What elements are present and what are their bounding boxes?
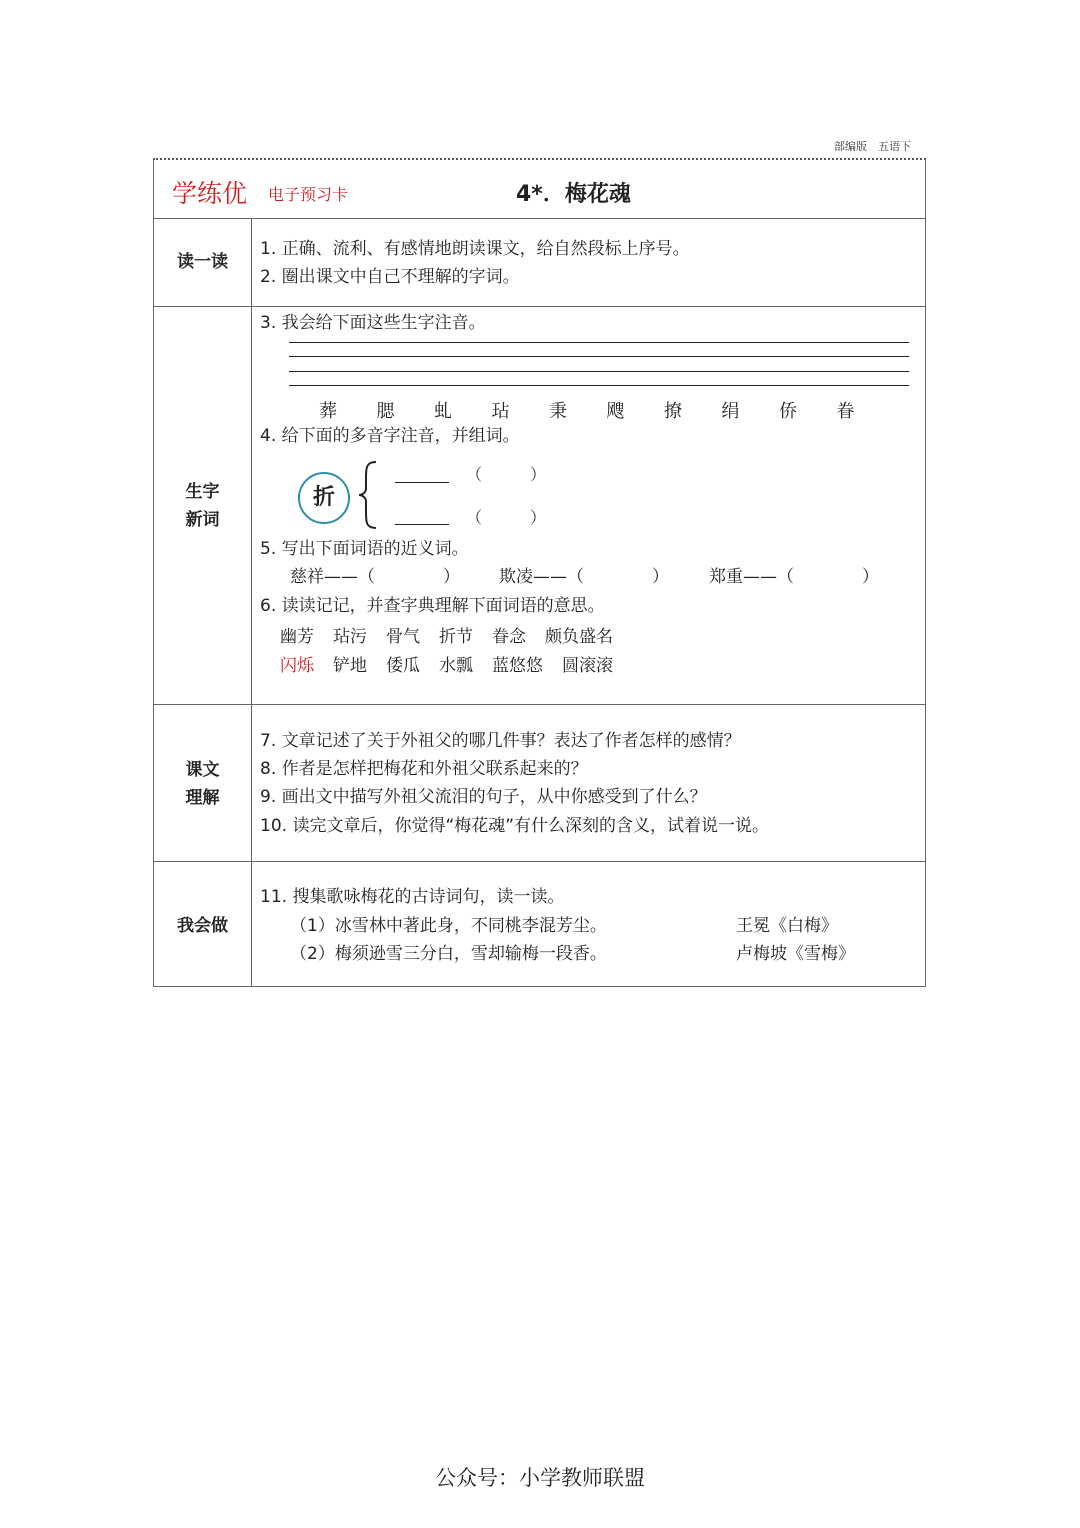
synonym-item: 欺凌——（ ） bbox=[499, 567, 669, 587]
word-blank: （ ） bbox=[466, 508, 547, 527]
poem-source: 卢梅坡《雪梅》 bbox=[736, 944, 855, 964]
section-label-understand: 课文 理解 bbox=[185, 760, 220, 808]
new-char: 葬 bbox=[319, 401, 337, 422]
pinyin-line bbox=[289, 342, 909, 343]
question-2: 2. 圈出课文中自己不理解的字词。 bbox=[260, 267, 520, 287]
question-7: 7. 文章记述了关于外祖父的哪几件事？表达了作者怎样的感情？ bbox=[260, 731, 741, 751]
word-list bbox=[280, 651, 632, 676]
word-blank: （ ） bbox=[466, 465, 547, 484]
preview-card bbox=[153, 158, 926, 987]
vocab-word-highlight: 闪烁 bbox=[280, 656, 314, 676]
question-11: 11. 搜集歌咏梅花的古诗词句，读一读。 bbox=[260, 887, 565, 907]
vocab-word: 圆滚滚 bbox=[562, 656, 613, 676]
understand-row bbox=[154, 704, 925, 862]
pinyin-blank bbox=[395, 482, 449, 483]
polyphone-circle: 折 bbox=[298, 472, 350, 524]
column-divider bbox=[251, 218, 252, 987]
brand-title: 学练优 bbox=[172, 179, 248, 208]
question-10: 10. 读完文章后，你觉得“梅花魂”有什么深刻的含义，试着说一说。 bbox=[260, 816, 770, 836]
new-char: 侨 bbox=[779, 401, 797, 422]
question-6: 6. 读读记记，并查字典理解下面词语的意思。 bbox=[260, 596, 605, 616]
question-5: 5. 写出下面词语的近义词。 bbox=[260, 539, 469, 559]
vocab-word: 水瓢 bbox=[439, 656, 473, 676]
question-8: 8. 作者是怎样把梅花和外祖父联系起来的？ bbox=[260, 759, 588, 779]
edition-label: 部编版 五语下 bbox=[834, 140, 911, 153]
new-char: 绢 bbox=[721, 401, 740, 422]
new-char: 飕 bbox=[606, 401, 625, 422]
new-char: 秉 bbox=[549, 401, 567, 422]
vocab-word: 玷污 bbox=[333, 627, 367, 647]
new-characters bbox=[319, 397, 894, 423]
vocab-word: 铲地 bbox=[333, 656, 367, 676]
question-3: 3. 我会给下面这些生字注音。 bbox=[260, 313, 486, 333]
vocab-word: 倭瓜 bbox=[386, 656, 420, 676]
new-char: 眷 bbox=[836, 401, 855, 422]
vocab-word: 折节 bbox=[439, 627, 473, 647]
synonym-item: 郑重——（ ） bbox=[709, 567, 879, 587]
pinyin-blank bbox=[395, 524, 449, 525]
poem-line: （1）冰雪林中著此身，不同桃李混芳尘。 bbox=[290, 916, 607, 936]
question-9: 9. 画出文中描写外祖父流泪的句子，从中你感受到了什么？ bbox=[260, 787, 707, 807]
synonym-item: 慈祥——（ ） bbox=[290, 567, 460, 587]
brace-icon bbox=[356, 460, 380, 530]
vocab-word: 骨气 bbox=[386, 627, 420, 647]
pinyin-line bbox=[289, 371, 909, 372]
new-char: 虬 bbox=[434, 401, 452, 422]
poem-line: （2）梅须逊雪三分白，雪却输梅一段香。 bbox=[290, 944, 607, 964]
poem-source: 王冕《白梅》 bbox=[736, 916, 838, 936]
pinyin-line bbox=[289, 356, 909, 357]
pinyin-line bbox=[289, 385, 909, 386]
new-char: 撩 bbox=[664, 401, 682, 422]
section-label-read: 读一读 bbox=[177, 252, 228, 272]
word-list bbox=[280, 622, 632, 647]
lesson-title: 4*．梅花魂 bbox=[516, 182, 631, 207]
question-4: 4. 给下面的多音字注音，并组词。 bbox=[260, 426, 520, 446]
vocab-word: 眷念 bbox=[492, 627, 526, 647]
vocab-word: 幽芳 bbox=[280, 627, 314, 647]
new-char: 玷 bbox=[491, 401, 510, 422]
vocab-word: 蓝悠悠 bbox=[492, 656, 543, 676]
read-row bbox=[154, 218, 925, 307]
section-label-vocab: 生字 新词 bbox=[185, 482, 220, 530]
new-char: 腮 bbox=[376, 401, 395, 422]
vocab-word: 颇负盛名 bbox=[545, 627, 613, 647]
question-1: 1. 正确、流利、有感情地朗读课文，给自然段标上序号。 bbox=[260, 239, 690, 259]
section-label-doit: 我会做 bbox=[177, 916, 228, 936]
brand-subtitle: 电子预习卡 bbox=[268, 185, 349, 204]
footer-caption: 公众号：小学教师联盟 bbox=[435, 1466, 645, 1490]
